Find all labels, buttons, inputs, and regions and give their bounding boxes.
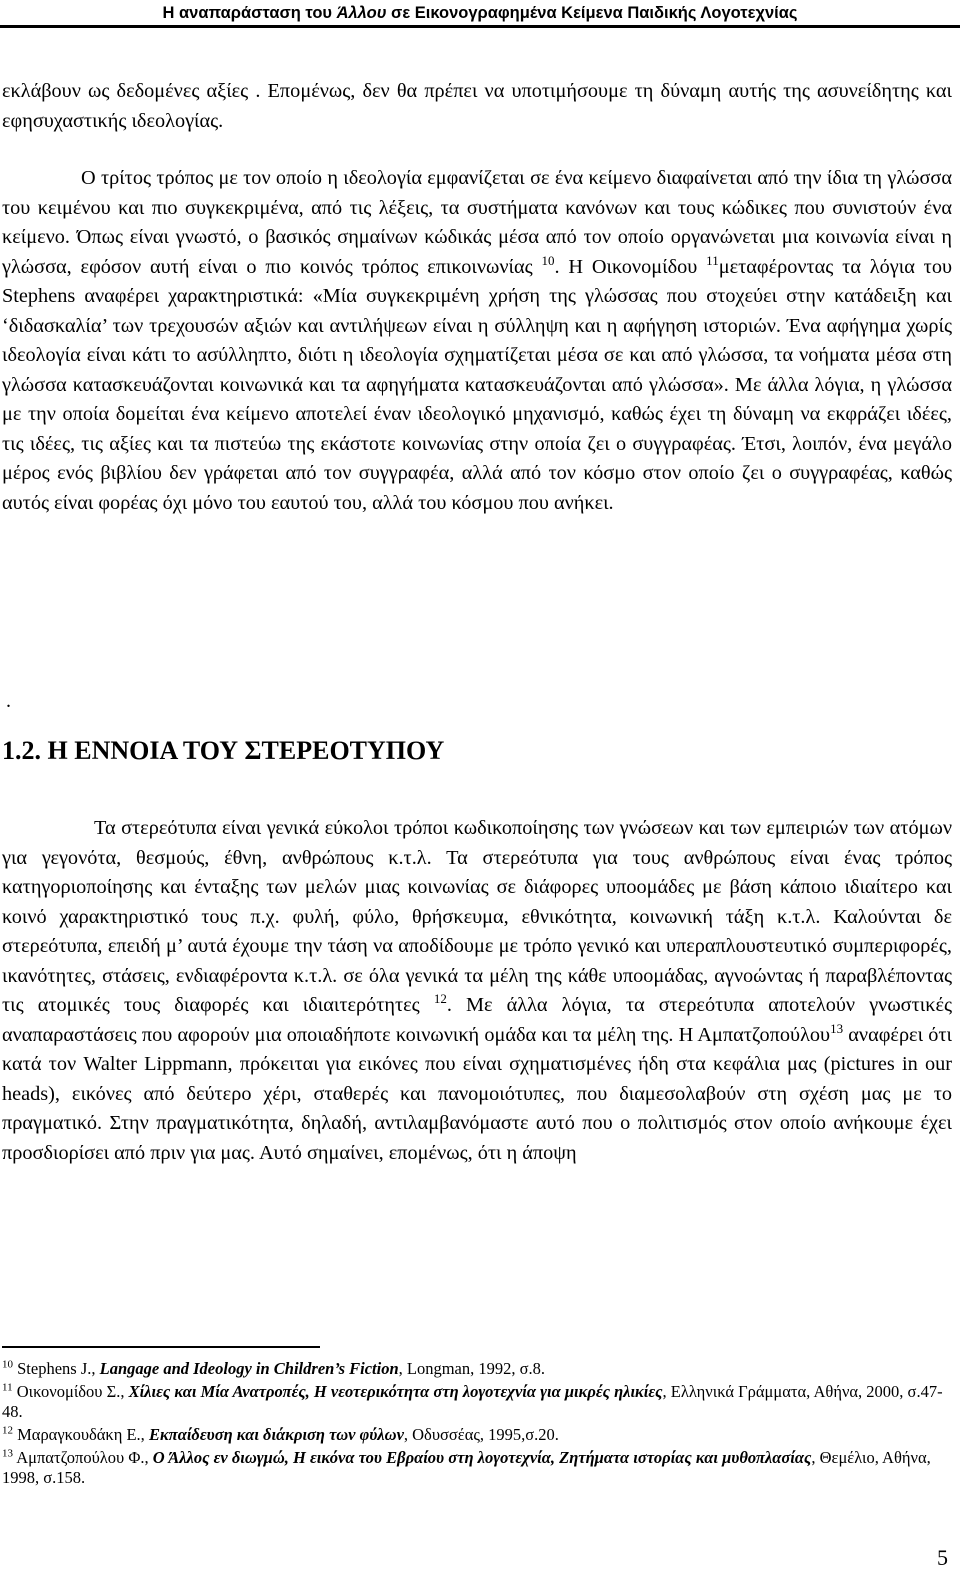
section-heading: 1.2. Η ΕΝΝΟΙΑ ΤΟΥ ΣΤΕΡΕΟΤΥΠΟΥ (2, 736, 445, 765)
paragraph-1: εκλάβουν ως δεδομένες αξίες . Επομένως, δεν θα πρέπει να υποτιμήσουμε τη δύναμη αυτής της ασυνείδητης και εφησυχαστικής ιδεολογίας. (2, 80, 952, 132)
footnote-11: $^{11}$ Οικονομίδου Σ., Χίλιες και Μία Ανατροπές, Η νεοτερικότητα στη λογοτεχνία για μικρές ηλικίες, Ελληνικά Γράμματα, Αθήνα, 2000, σ.47-48. (2, 1381, 943, 1421)
footnote-10: $^{10}$ Stephens J., Langage and Ideology in Children’s Fiction, Longman, 1992, σ.8. (2, 1358, 546, 1378)
footnotes (2, 1359, 952, 1491)
page-number: 5 (937, 1545, 948, 1570)
paragraph-3: Τα στερεότυπα είναι γενικά εύκολοι τρόποι κωδικοποίησης των γνώσεων και των εμπειριών των ατόμων για γεγονότα, θεσμούς, έθνη, ανθρώπους κ.τ.λ. Τα στερεότυπα για τους ανθρώπους είναι ένας τρόπος κατηγοριοποίησης και ένταξης των μελών μιας κοινωνίας σε διάφορες υποομάδες με βάση κάποιο ιδιαίτερο και κοινό χαρακτηριστικό τους π.χ. φυλή, φύλο, θρήσκευμα, εθνικότητα, κοινωνική τάξη κ.τ.λ. Καλούνται δε στερεότυπα, επειδή μ’ αυτά έχουμε την τάση να αποδίδουμε με τρόπο γενικό και υπεραπλουστευτικό συμπεριφορές, ικανότητες, στάσεις, ενδιαφέροντα κ.τ.λ. σε όλα γενικά τα μέλη της κάθε υποομάδας, αγνοώντας ή παραβλέποντας τις ατομικές τους διαφορές και ιδιαιτερότητες $^{12}$. Με άλλα λόγια, τα στερεότυπα αποτελούν γνωστικές αναπαραστάσεις που αφορούν μια οποιαδήποτε κοινωνική ομάδα και τα μέλη της. Η Αμπατζοπούλου$^{13}$ αναφέρει ότι κατά τον Walter Lippmann, πρόκειται για εικόνες που είναι σχηματισμένες ήδη στα κεφάλια μας (pictures in our heads), εικόνες από δεύτερο χέρι, σταθερές και πανομοιότυπες, που διαμεσολαβούν στη σχέση μας με το πραγματικό. Στην πραγματικότητα, δηλαδή, αντιλαμβανόμαστε αυτό που ο πολιτισμός στον οποίο ανήκουμε έχει προσδιορίσει από πριν για μας. Αυτό σημαίνει, επομένως, ότι η άποψη (2, 817, 952, 1164)
footnote-12: $^{12}$ Μαραγκουδάκη Ε., Εκπαίδευση και διάκριση των φύλων, Οδυσσέας, 1995,σ.20. (2, 1424, 559, 1444)
running-title: Η αναπαράσταση του Άλλου σε Εικονογραφημένα Κείμενα Παιδικής Λογοτεχνίας (162, 4, 798, 22)
footnote-ref-10[interactable]: 10 (541, 252, 555, 268)
footnote-ref-13[interactable]: 13 (830, 1020, 844, 1036)
footnote-13: $^{13}$ Αμπατζοπούλου Φ., Ο Άλλος εν διωγμώ, Η εικόνα του Εβραίου στη λογοτεχνία, Ζητήματα ιστορίας και μυθοπλασίας, Θεμέλιο, Αθήνα, 1998, σ.158. (2, 1447, 931, 1487)
paragraph-2: Ο τρίτος τρόπος με τον οποίο η ιδεολογία εμφανίζεται σε ένα κείμενο διαφαίνεται από την ίδια τη γλώσσα του κειμένου και πιο συγκεκριμένα, από τις λέξεις, τα συστήματα κανόνων και τους κώδικες που συνιστούν ένα κείμενο. Όπως είναι γνωστό, ο βασικός σημαίνων κώδικάς μέσα από τον οποίο οργανώνεται μια κοινωνία είναι η γλώσσα, εφόσον αυτή είναι ο πιο κοινός τρόπος επικοινωνίας $^{10}$. Η Οικονομίδου $^{11}$μεταφέροντας τα λόγια του Stephens αναφέρει χαρακτηριστικά: «Μία συγκεκριμένη χρήση της γλώσσας που στοχεύει στην κατάδειξη και ‘διδασκαλία’ των τρεχουσών αξιών και αντιλήψεων είναι η σύλληψη και η αφήγηση ιστοριών. Ένα αφήγημα χωρίς ιδεολογία είναι κάτι το ασύλληπτο, διότι η ιδεολογία σχηματίζεται μέσα σε και από γλώσσα, τα νοήματα μέσα στη γλώσσα κατασκευάζονται κοινωνικά και τα αφηγήματα κατασκευάζονται από γλώσσα». Με άλλα λόγια, η γλώσσα με την οποία δομείται ένα κείμενο αποτελεί έναν ιδεολογικό μηχανισμό, καθώς έχει τη δύναμη να εκφράζει ιδέες, τις ιδέες, τις αξίες και τα πιστεύω της εκάστοτε κοινωνίας στην οποία ζει ο συγγραφέας. Έτσι, λοιπόν, ένα μεγάλο μέρος ενός βιβλίου δεν γράφεται από τον συγγραφέα, αλλά από τον κόσμο στον οποίο ζει ο συγγραφέας, καθώς αυτός είναι φορέας όχι μόνο του εαυτού του, αλλά του κόσμου που ανήκει. (2, 167, 952, 514)
header-rule (0, 25, 960, 28)
page-header (0, 0, 960, 28)
body-upper (2, 77, 952, 518)
body-lower (2, 814, 952, 1168)
footnote-separator (2, 1346, 320, 1348)
footnote-ref-11[interactable]: 11 (706, 252, 719, 268)
stray-dot: . (6, 690, 11, 712)
footnote-ref-12[interactable]: 12 (433, 991, 447, 1007)
